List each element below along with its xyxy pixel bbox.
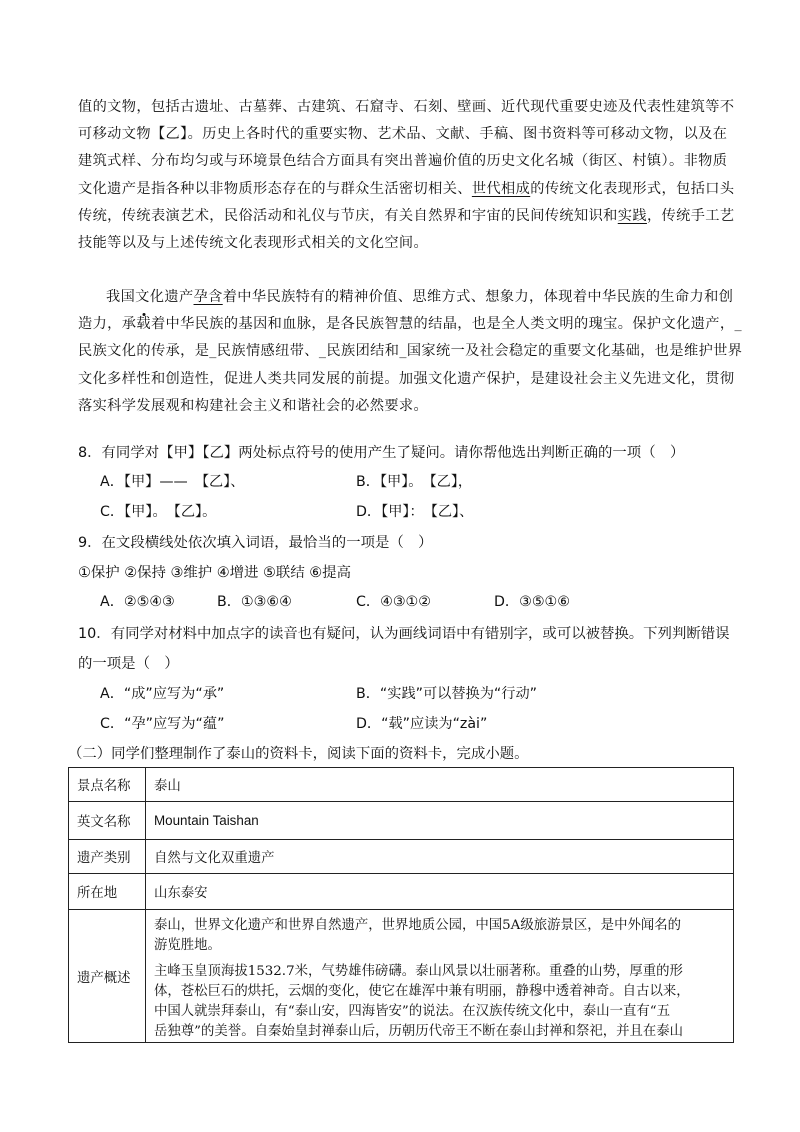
card-key: 英文名称 (69, 802, 146, 840)
passage-line: 造力，承载着中华民族的基因和血脉，是各民族智慧的结晶，也是全人类文明的瑰宝。保护文化遗产，_ (78, 316, 742, 333)
passage-line: 民族文化的传承，是_民族情感纽带、_民族团结和_国家统一及社会稳定的重要文化基础，也是维护世界 (78, 343, 743, 360)
q8-option-d[interactable]: D．【甲】： 【乙】、 (356, 504, 474, 520)
card-row (69, 768, 734, 802)
passage-paragraph-2 (78, 284, 743, 420)
marked-word: 孕含 (193, 289, 223, 305)
overview-line: 游览胜地。 (154, 938, 221, 953)
card-value: Mountain Taishan (146, 802, 734, 840)
question-8-stem: 8．有同学对【甲】【乙】两处标点符号的使用产生了疑问。请你帮他选出判断正确的一项（ ） (78, 445, 685, 461)
card-key: 所在地 (69, 874, 146, 910)
card-row (69, 874, 734, 910)
overview-line: 中国人就崇拜泰山，有“泰山安，四海皆安”的说法。在汉族传统文化中，泰山一直有“五 (154, 1004, 670, 1019)
taishan-info-card (68, 767, 734, 1043)
q10-option-c[interactable]: C．“孕”应写为“蕴” (100, 716, 225, 732)
card-row (69, 802, 734, 840)
marked-word: 实践 (617, 207, 647, 224)
marked-word: 载 (136, 316, 151, 333)
passage-line: 文化多样性和创造性，促进人类共同发展的前提。加强文化遗产保护，是建设社会主义先进文化，贯彻 (78, 370, 735, 387)
passage-paragraph-1 (78, 94, 735, 257)
q9-option-c[interactable]: C．④③①② (356, 594, 431, 610)
card-key: 遗产概述 (69, 910, 146, 1043)
q9-option-b[interactable]: B．①③⑥④ (217, 594, 292, 610)
passage-line: 值的文物，包括古遗址、古墓葬、古建筑、石窟寺、石刻、壁画、近代现代重要史迹及代表性建筑等不 (78, 99, 735, 115)
overview-line: 体，苍松巨石的烘托，云烟的变化，使它在雄浑中兼有明丽，静穆中透着神奇。自古以来， (154, 984, 690, 999)
passage-line: 可移动文物【乙】。历史上各时代的重要实物、艺术品、文献、手稿、图书资料等可移动文物，以及在 (78, 126, 728, 143)
question-10-stem-cont: 的一项是（ ） (78, 656, 179, 672)
card-key: 景点名称 (69, 768, 146, 802)
overview-line: 泰山，世界文化遗产和世界自然遗产，世界地质公园，中国5A级旅游景区，是中外闻名的 (154, 918, 682, 933)
q8-option-c[interactable]: C．【甲】。 【乙】。 (100, 504, 217, 520)
q9-option-d[interactable]: D．③⑤①⑥ (494, 594, 570, 610)
passage-line: 我国文化遗产孕含着中华民族特有的精神价值、思维方式、想象力，体现着中华民族的生命力和创 (106, 289, 734, 305)
q8-option-a[interactable]: A．【甲】—— 【乙】、 (100, 474, 245, 490)
section-2-heading: （二）同学们整理制作了泰山的资料卡，阅读下面的资料卡，完成小题。 (68, 746, 529, 762)
card-overview (146, 910, 734, 1043)
passage-line: 文化遗产是指各种以非物质形态存在的与群众生活密切相关、世代相成的传统文化表现形式，包括口头 (78, 180, 735, 197)
card-value: 山东泰安 (146, 874, 734, 910)
passage-line: 落实科学发展观和构建社会主义和谐社会的必然要求。 (78, 397, 429, 414)
overview-line: 主峰玉皇顶海拔1532.7米，气势雄伟磅礴。泰山风景以壮丽著称。重叠的山势，厚重的形 (154, 964, 683, 979)
overview-line: 岳独尊”的美誉。自秦始皇封禅泰山后，历朝历代帝王不断在泰山封禅和祭祀，并且在泰山 (154, 1024, 684, 1039)
card-row-overview (69, 910, 734, 1043)
marked-word: 世代相成 (471, 180, 531, 197)
q8-option-b[interactable]: B．【甲】。 【乙】， (356, 474, 473, 490)
question-9-stem: 9．在文段横线处依次填入词语，最恰当的一项是（ ） (78, 535, 433, 551)
q10-option-a[interactable]: A．“成”应写为“承” (100, 686, 225, 702)
card-value: 自然与文化双重遗产 (146, 840, 734, 874)
card-key: 遗产类别 (69, 840, 146, 874)
q9-option-a[interactable]: A．②⑤④③ (100, 594, 175, 610)
card-row (69, 840, 734, 874)
q10-option-d[interactable]: D．“载”应读为“zài” (356, 716, 488, 732)
passage-line: 建筑式样、分布均匀或与环境景色结合方面具有突出普遍价值的历史文化名城（街区、村镇）。非物质 (78, 153, 728, 170)
q9-word-list: ①保护 ②保持 ③维护 ④增进 ⑤联结 ⑥提高 (78, 565, 351, 581)
card-value: 泰山 (146, 768, 734, 802)
passage-line: 技能等以及与上述传统文化表现形式相关的文化空间。 (78, 235, 429, 252)
q10-option-b[interactable]: B．“实践”可以替换为“行动” (356, 686, 538, 702)
question-10-stem: 10．有同学对材料中加点字的读音也有疑问，认为画线词语中有错别字，或可以被替换。下列判断错误 (78, 626, 730, 642)
passage-line: 传统，传统表演艺术，民俗活动和礼仪与节庆，有关自然界和宇宙的民间传统知识和实践，传统手工艺 (78, 207, 735, 224)
